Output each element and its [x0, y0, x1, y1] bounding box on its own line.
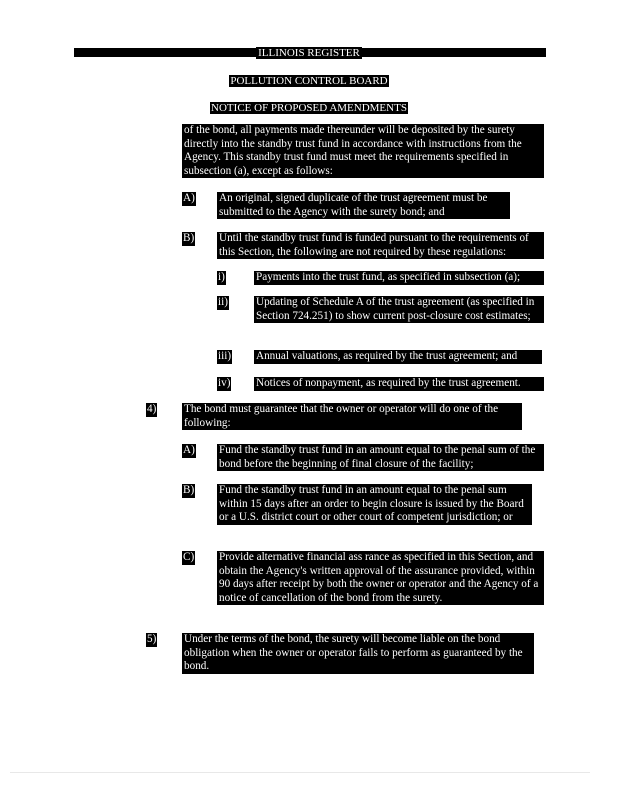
sub-iv-label: iv) — [218, 377, 231, 389]
register-title — [0, 46, 618, 58]
register-title-text: ILLINOIS REGISTER — [258, 47, 360, 59]
item-4-label: 4) — [147, 403, 157, 415]
sub-iii-text: Annual valuations, as required by the trust agreement; and — [254, 350, 542, 364]
item-4b-text: Fund the standby trust fund in an amount equal to the penal sum within 15 days after an order to begin closure is issued by the Board or a U.S. district court or other court of competent jurisdiction; or — [217, 484, 532, 525]
sub-ii-text: Updating of Schedule A of the trust agreement (as specified in Section 724.251) to show current post-closure cost estimates; — [254, 296, 544, 323]
intro-paragraph: of the bond, all payments made thereunder will be deposited by the surety directly into the standby trust fund in accordance with instructions from the Agency. This standby trust fund must meet the requirements specified in subsection (a), except as follows: — [182, 124, 544, 178]
page-bottom-rule — [10, 772, 590, 773]
sub-i-label: i) — [218, 271, 225, 283]
item-5-text: Under the terms of the bond, the surety will become liable on the bond obligation when the owner or operator fails to perform as guaranteed by the bond. — [182, 633, 534, 674]
item-4b-label: B) — [183, 484, 195, 496]
item-b-text: Until the standby trust fund is funded pursuant to the requirements of this Section, the following are not required by these regulations: — [217, 232, 544, 259]
item-b-label: B) — [183, 232, 195, 244]
item-4-text: The bond must guarantee that the owner or operator will do one of the following: — [182, 403, 522, 430]
item-5-label: 5) — [147, 633, 157, 645]
sub-iii-label: iii) — [218, 350, 232, 362]
sub-ii-label: ii) — [218, 296, 228, 308]
board-title-text: POLLUTION CONTROL BOARD — [230, 75, 388, 87]
item-4a-text: Fund the standby trust fund in an amount equal to the penal sum of the bond before the beginning of final closure of the facility; — [217, 444, 544, 471]
item-4c-text: Provide alternative financial ass rance as specified in this Section, and obtain the Agency's written approval of the assurance provided, within 90 days after receipt by both the owner or operator and the Agency of a notice of cancellation of the bond from the surety. — [217, 551, 544, 605]
item-4c-label: C) — [183, 551, 195, 563]
sub-i-text: Payments into the trust fund, as specified in subsection (a); — [254, 271, 544, 285]
sub-iv-text: Notices of nonpayment, as required by the trust agreement. — [254, 377, 544, 391]
item-a-label: A) — [183, 192, 195, 204]
board-title — [0, 71, 618, 89]
notice-title — [0, 98, 618, 116]
notice-title-text: NOTICE OF PROPOSED AMENDMENTS — [211, 102, 407, 114]
item-4a-label: A) — [183, 444, 195, 456]
item-a-text: An original, signed duplicate of the trust agreement must be submitted to the Agency with the surety bond; and — [217, 192, 510, 219]
